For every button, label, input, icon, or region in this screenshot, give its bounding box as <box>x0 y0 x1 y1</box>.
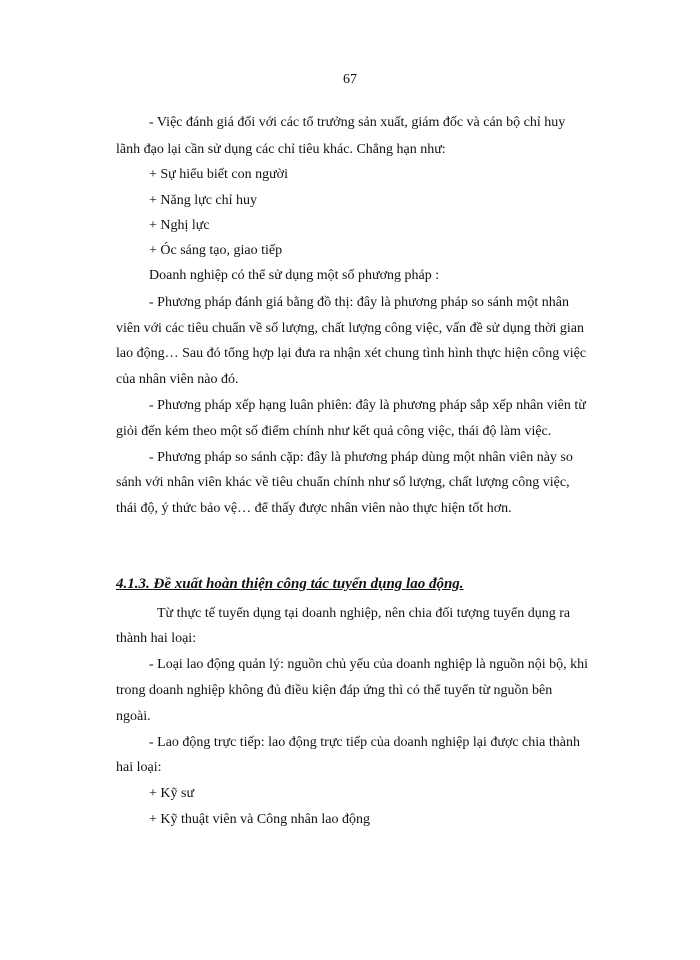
paragraph-line: thái độ, ý thức bảo vệ… để thấy được nhân viên nào thực hiện tốt hơn. <box>116 501 512 516</box>
paragraph-line: Từ thực tế tuyển dụng tại doanh nghiệp, nên chia đối tượng tuyển dụng ra <box>157 606 571 621</box>
list-item: + Kỹ thuật viên và Công nhân lao động <box>149 812 370 827</box>
list-item: + Nghị lực <box>149 218 210 233</box>
paragraph-line: trong doanh nghiệp không đủ điều kiện đáp ứng thì có thể tuyển từ nguồn bên <box>116 683 553 698</box>
page-number: 67 <box>343 72 357 87</box>
section-heading: 4.1.3. Đề xuất hoàn thiện công tác tuyển dụng lao động. <box>116 576 464 592</box>
list-item: + Óc sáng tạo, giao tiếp <box>149 243 283 258</box>
list-item: + Sự hiểu biết con người <box>149 167 288 182</box>
paragraph-line: sánh với nhân viên khác về tiêu chuẩn chính như số lượng, chất lượng công việc, <box>116 475 570 490</box>
paragraph-line: của nhân viên nào đó. <box>116 372 239 387</box>
paragraph-line: Doanh nghiệp có thể sử dụng một số phương pháp : <box>149 268 440 283</box>
paragraph-line: - Việc đánh giá đối với các tổ trưởng sản xuất, giám đốc và cán bộ chỉ huy <box>149 115 566 130</box>
list-item: + Năng lực chỉ huy <box>149 193 258 208</box>
paragraph-line: - Loại lao động quản lý: nguồn chủ yếu của doanh nghiệp là nguồn nội bộ, khi <box>149 657 588 672</box>
list-item: + Kỹ sư <box>149 786 195 801</box>
paragraph-line: ngoài. <box>116 709 151 724</box>
paragraph-line: giỏi đến kém theo một số điểm chính như kết quả công việc, thái độ làm việc. <box>116 424 552 439</box>
paragraph-line: - Phương pháp so sánh cặp: đây là phương pháp dùng một nhân viên này so <box>149 450 573 465</box>
paragraph-line: thành hai loại: <box>116 631 197 646</box>
paragraph-line: lao động… Sau đó tổng hợp lại đưa ra nhận xét chung tình hình thực hiện công việc <box>116 346 587 361</box>
paragraph-line: - Phương pháp đánh giá bằng đồ thị: đây là phương pháp so sánh một nhân <box>149 295 569 310</box>
paragraph-line: - Phương pháp xếp hạng luân phiên: đây là phương pháp sắp xếp nhân viên từ <box>149 398 586 413</box>
paragraph-line: lãnh đạo lại cần sử dụng các chỉ tiêu khác. Chẳng hạn như: <box>116 142 446 157</box>
paragraph-line: hai loại: <box>116 760 162 775</box>
paragraph-line: - Lao động trực tiếp: lao động trực tiếp của doanh nghiệp lại được chia thành <box>149 735 580 750</box>
paragraph-line: viên với các tiêu chuẩn về số lượng, chất lượng công việc, vấn đề sử dụng thời gian <box>116 321 584 336</box>
